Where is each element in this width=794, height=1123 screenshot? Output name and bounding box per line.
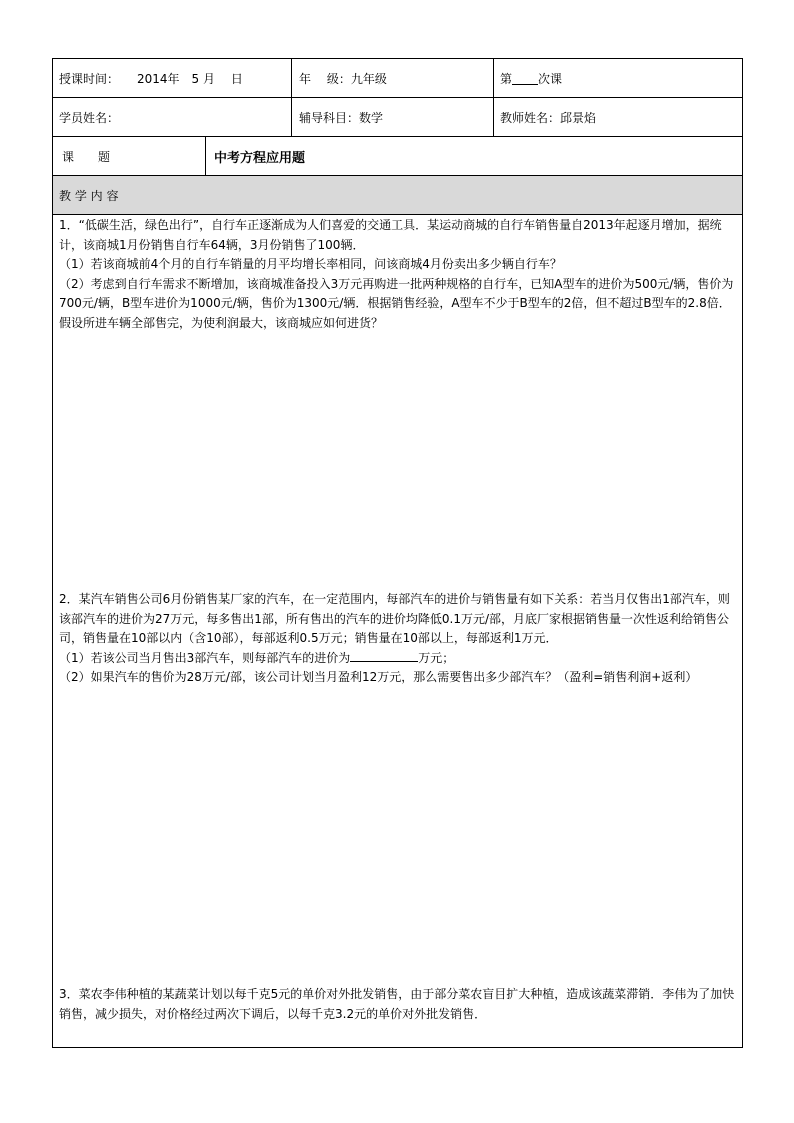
time-value: 2014年 5 月 日 — [137, 71, 243, 86]
topic-label-cell — [62, 137, 202, 175]
topic-row — [52, 136, 743, 176]
header-row-1 — [52, 58, 743, 98]
problem-2-question-2: （2）如果汽车的售价为28万元/部，该公司计划当月盈利12万元，那么需要售出多少部汽车？（盈利=销售利润+返利） — [59, 670, 698, 684]
student-label: 学员姓名： — [59, 110, 120, 125]
content-label: 教 学 内 容 — [59, 188, 119, 203]
time-cell — [59, 59, 291, 97]
problem-2-q1-text: （1）若该公司当月售出3部汽车，则每部汽车的进价为 — [59, 650, 351, 665]
lesson-sheet — [52, 58, 743, 1048]
problem-2-question-1 — [59, 649, 737, 669]
problem-2 — [59, 590, 737, 688]
lesson-number-blank — [512, 72, 538, 85]
problem-3-intro: 3．菜农李伟种植的某蔬菜计划以每千克5元的单价对外批发销售，由于部分菜农盲目扩大种植，造成该蔬菜滞销．李伟为了加快销售，减少损失，对价格经过两次下调后，以每千克3.2元的单价对外批发销售． — [59, 987, 735, 1021]
problem-2-intro: 2．某汽车销售公司6月份销售某厂家的汽车，在一定范围内，每部汽车的进价与销售量有如下关系：若当月仅售出1部汽车，则该部汽车的进价为27万元，每多售出1部，所有售出的汽车的进价均降低0.1万元/部，月底厂家根据销售量一次性返利给销售公司，销售量在10部以内（含10部），每部返利0.5万元；销售量在10部以上，每部返利1万元． — [59, 592, 730, 645]
problem-1-intro: 1．“低碳生活，绿色出行”，自行车正逐渐成为人们喜爱的交通工具．某运动商城的自行车销售量自2013年起逐月增加，据统计，该商城1月份销售自行车64辆，3月份销售了100辆． — [59, 218, 722, 252]
grade-label: 年 级：九年级 — [299, 71, 387, 86]
header-row-2 — [52, 97, 743, 137]
answer-blank — [350, 649, 418, 662]
problem-2-q1-unit: 万元； — [418, 650, 455, 665]
lesson-prefix: 第 — [500, 71, 513, 86]
content-label-cell — [59, 176, 259, 214]
content-area — [52, 215, 743, 1048]
problem-1-question-2: （2）考虑到自行车需求不断增加，该商城准备投入3万元再购进一批两种规格的自行车，已知A型车的进价为500元/辆，售价为700元/辆，B型车进价为1000元/辆，售价为1300元/辆．根据销售经验，A型车不少于B型车的2倍，但不超过B型车的2.8倍．假设所进车辆全部售完，为使利润最大，该商城应如何进货？ — [59, 276, 734, 330]
subject-cell — [299, 98, 489, 136]
grade-cell — [299, 59, 489, 97]
content-header-row — [52, 175, 743, 215]
topic-label: 课 题 — [62, 149, 111, 164]
problem-1 — [59, 216, 737, 333]
topic-title: 中考方程应用题 — [214, 150, 306, 166]
student-cell — [59, 98, 291, 136]
problem-3 — [59, 985, 737, 1024]
lesson-count-cell — [500, 59, 740, 97]
lesson-suffix: 次课 — [538, 71, 563, 86]
problem-1-question-1: （1）若该商城前4个月的自行车销量的月平均增长率相同，问该商城4月份卖出多少辆自行车？ — [59, 257, 562, 271]
teacher-label: 教师姓名：邱景焰 — [500, 110, 597, 125]
time-label: 授课时间： — [59, 71, 120, 86]
topic-value-cell — [214, 137, 734, 175]
subject-label: 辅导科目：数学 — [299, 110, 384, 125]
teacher-cell — [500, 98, 740, 136]
